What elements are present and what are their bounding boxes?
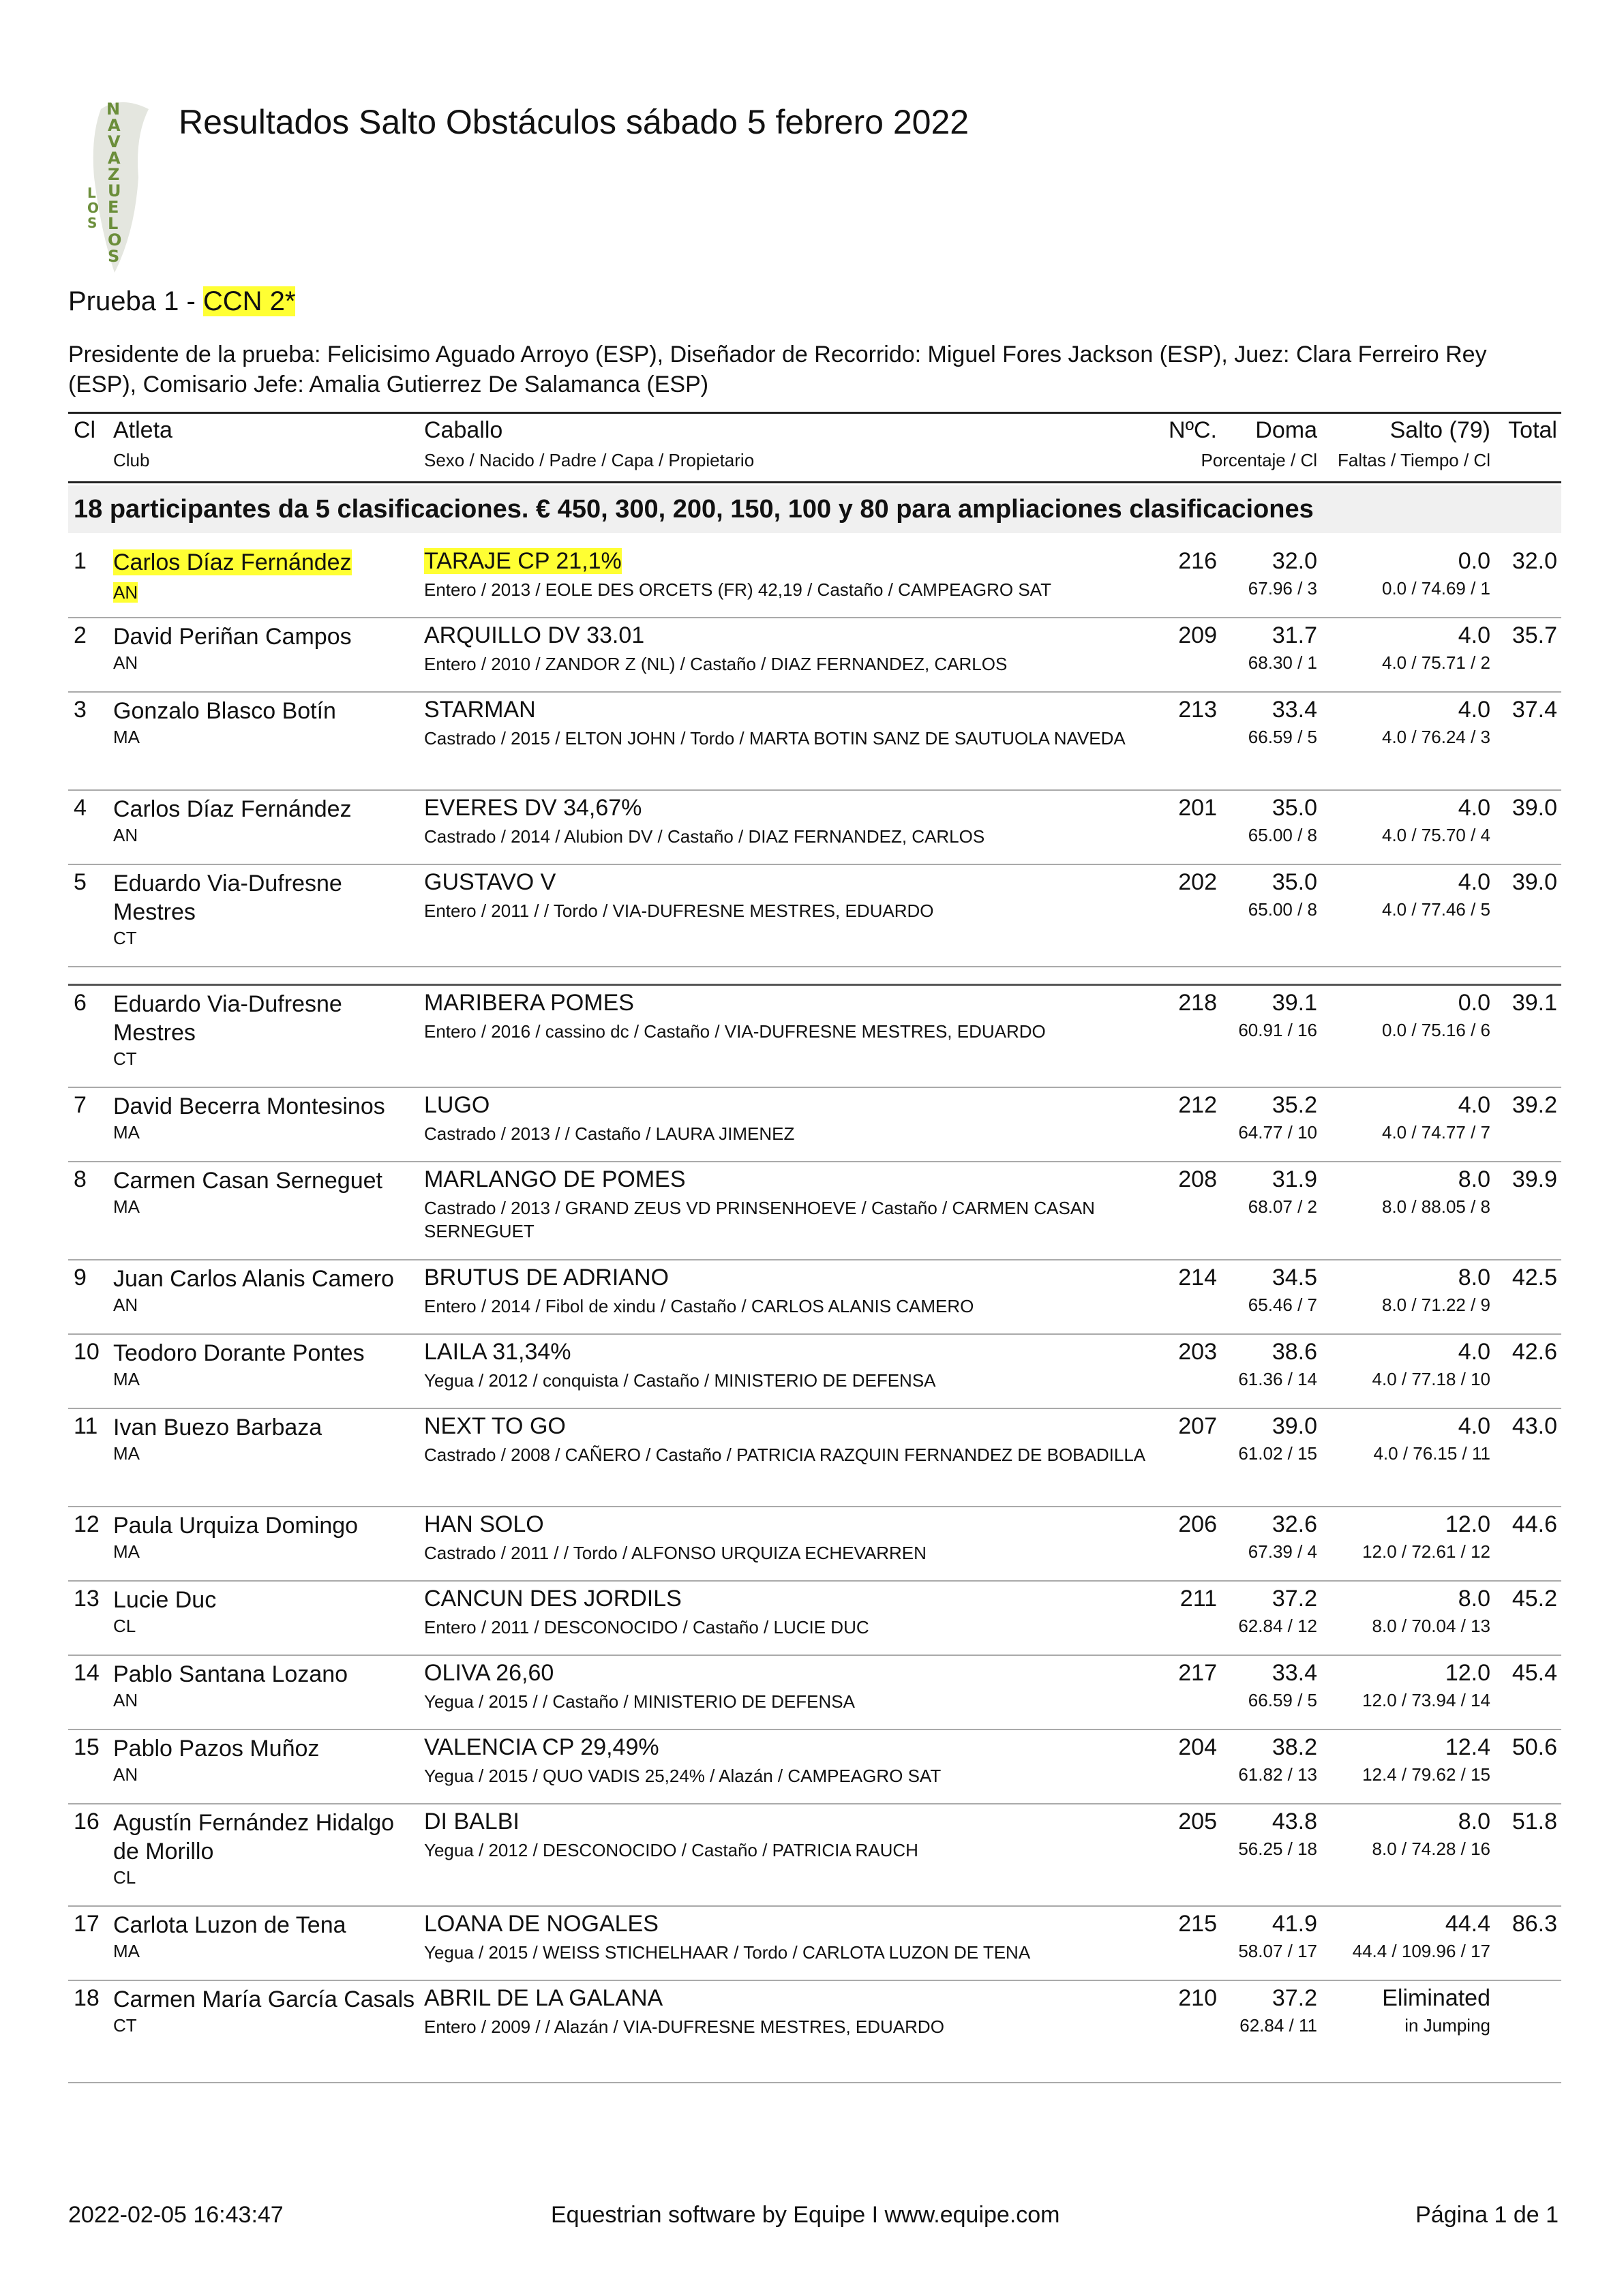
row-doma-score: 34.5 xyxy=(1272,1265,1317,1290)
row-horse: DI BALBI xyxy=(424,1809,520,1834)
col-club: Club xyxy=(113,450,150,470)
row-horse: LUGO xyxy=(424,1092,490,1118)
svg-text:S: S xyxy=(108,247,120,266)
row-horse-cell xyxy=(424,1511,1188,1538)
row-club: AN xyxy=(113,582,138,603)
row-club: CT xyxy=(113,2015,137,2036)
row-salto-detail: 4.0 / 76.24 / 3 xyxy=(1381,727,1490,747)
row-athlete-cell xyxy=(113,1911,420,1963)
row-horse: NEXT TO GO xyxy=(424,1413,566,1439)
row-doma-score: 38.6 xyxy=(1272,1339,1317,1365)
row-competitor-number: 211 xyxy=(1179,1586,1217,1612)
row-total: 35.7 xyxy=(1512,622,1557,648)
row-athlete: Gonzalo Blasco Botín xyxy=(113,698,336,724)
row-competitor-number: 209 xyxy=(1178,622,1217,648)
row-doma-detail: 58.07 / 17 xyxy=(1238,1941,1317,1961)
row-club: MA xyxy=(113,727,140,747)
row-horse-details: Entero / 2013 / EOLE DES ORCETS (FR) 42,19 / Castaño / CAMPEAGRO SAT xyxy=(424,579,1051,600)
table-header xyxy=(68,417,1561,479)
row-horse: CANCUN DES JORDILS xyxy=(424,1586,682,1612)
row-rank: 14 xyxy=(74,1660,100,1686)
row-horse-cell xyxy=(424,1339,1188,1365)
row-salto-score: 4.0 xyxy=(1458,1413,1490,1439)
row-rank: 17 xyxy=(74,1911,100,1937)
row-athlete: Eduardo Via-Dufresne Mestres xyxy=(113,871,342,925)
row-athlete: Carmen Casan Serneguet xyxy=(113,1168,383,1194)
row-total: 42.5 xyxy=(1512,1265,1557,1290)
row-competitor-number: 215 xyxy=(1178,1911,1217,1937)
row-athlete: Paula Urquiza Domingo xyxy=(113,1513,359,1539)
row-salto-score: 4.0 xyxy=(1458,1092,1490,1118)
row-salto-score: 4.0 xyxy=(1458,697,1490,723)
row-doma-detail: 68.07 / 2 xyxy=(1248,1196,1317,1217)
row-salto-score: 8.0 xyxy=(1458,1166,1490,1192)
row-horse-details: Yegua / 2015 / WEISS STICHELHAAR / Tordo / CARLOTA LUZON DE TENA xyxy=(424,1942,1031,1963)
row-total: 42.6 xyxy=(1512,1339,1557,1365)
row-club: AN xyxy=(113,1764,138,1785)
results-table xyxy=(68,544,1561,2083)
row-athlete: David Periñan Campos xyxy=(113,624,352,650)
row-rank: 11 xyxy=(74,1413,98,1439)
row-salto-score: 0.0 xyxy=(1458,548,1490,574)
row-horse: TARAJE CP 21,1% xyxy=(424,548,622,574)
svg-text:A: A xyxy=(108,116,121,135)
row-total: 50.6 xyxy=(1512,1734,1557,1760)
row-total: 45.2 xyxy=(1512,1586,1557,1612)
row-competitor-number: 212 xyxy=(1178,1092,1217,1118)
row-club: MA xyxy=(113,1941,140,1961)
row-competitor-number: 204 xyxy=(1178,1734,1217,1760)
row-horse-details: Yegua / 2012 / DESCONOCIDO / Castaño / PATRICIA RAUCH xyxy=(424,1840,918,1860)
row-horse-cell xyxy=(424,1166,1188,1193)
row-competitor-number: 208 xyxy=(1178,1166,1217,1192)
table-row xyxy=(68,1335,1561,1409)
row-horse-details: Castrado / 2013 / / Castaño / LAURA JIMENEZ xyxy=(424,1123,795,1144)
row-athlete-cell xyxy=(113,622,420,674)
svg-text:L: L xyxy=(108,214,119,233)
row-salto-detail: 0.0 / 75.16 / 6 xyxy=(1381,1020,1490,1040)
table-row xyxy=(68,1507,1561,1582)
row-salto-score: 12.0 xyxy=(1445,1660,1490,1686)
row-competitor-number: 205 xyxy=(1178,1809,1217,1834)
row-doma-score: 39.0 xyxy=(1272,1413,1317,1439)
row-doma-score: 31.9 xyxy=(1272,1166,1317,1192)
row-total: 45.4 xyxy=(1512,1660,1557,1686)
row-salto-detail: 12.0 / 73.94 / 14 xyxy=(1362,1690,1490,1710)
row-rank: 12 xyxy=(74,1511,100,1537)
row-competitor-number: 216 xyxy=(1178,548,1217,574)
row-athlete-cell xyxy=(113,1985,420,2037)
row-salto-detail: 44.4 / 109.96 / 17 xyxy=(1352,1941,1490,1961)
table-row xyxy=(68,1582,1561,1656)
row-athlete-cell xyxy=(113,869,420,950)
row-salto-score: Eliminated xyxy=(1382,1985,1490,2011)
row-salto-detail: 4.0 / 77.18 / 10 xyxy=(1372,1369,1490,1389)
col-salto: Salto (79) xyxy=(1389,417,1490,443)
row-club: CL xyxy=(113,1867,136,1888)
row-doma-score: 33.4 xyxy=(1272,697,1317,723)
row-horse-cell xyxy=(424,990,1188,1016)
row-horse-cell xyxy=(424,1092,1188,1119)
row-club: AN xyxy=(113,1690,138,1710)
row-salto-score: 8.0 xyxy=(1458,1265,1490,1290)
row-salto-score: 44.4 xyxy=(1445,1911,1490,1937)
row-athlete-cell xyxy=(113,1092,420,1144)
row-athlete: Ivan Buezo Barbaza xyxy=(113,1415,322,1440)
header-bottom-rule xyxy=(68,481,1561,483)
row-horse-details: Castrado / 2013 / GRAND ZEUS VD PRINSENHOEVE / Castaño / CARMEN CASAN SERNEGUET xyxy=(424,1198,1095,1241)
row-horse: BRUTUS DE ADRIANO xyxy=(424,1265,669,1290)
row-salto-detail: 4.0 / 75.71 / 2 xyxy=(1381,652,1490,673)
row-horse-cell xyxy=(424,1413,1188,1440)
table-row xyxy=(68,1804,1561,1907)
footer-software: Equestrian software by Equipe I www.equipe.com xyxy=(551,2202,1060,2228)
row-doma-score: 39.1 xyxy=(1272,990,1317,1016)
col-doma: Doma xyxy=(1255,417,1317,443)
row-doma-score: 33.4 xyxy=(1272,1660,1317,1686)
row-doma-detail: 64.77 / 10 xyxy=(1238,1122,1317,1143)
row-doma-detail: 65.00 / 8 xyxy=(1248,825,1317,845)
row-salto-score: 8.0 xyxy=(1458,1586,1490,1612)
row-salto-detail: 4.0 / 74.77 / 7 xyxy=(1381,1122,1490,1143)
table-row xyxy=(68,1088,1561,1162)
row-doma-detail: 67.96 / 3 xyxy=(1248,578,1317,599)
row-rank: 16 xyxy=(74,1809,100,1834)
row-total: 32.0 xyxy=(1512,548,1557,574)
row-total: 44.6 xyxy=(1512,1511,1557,1537)
row-doma-detail: 67.39 / 4 xyxy=(1248,1541,1317,1562)
table-row xyxy=(68,693,1561,791)
row-salto-detail: 8.0 / 74.28 / 16 xyxy=(1372,1839,1490,1859)
row-doma-detail: 56.25 / 18 xyxy=(1238,1839,1317,1859)
participants-banner: 18 participantes da 5 clasificaciones. € 450, 300, 200, 150, 100 y 80 para ampliaciones clasificaciones xyxy=(68,485,1561,533)
row-horse-details: Yegua / 2015 / / Castaño / MINISTERIO DE DEFENSA xyxy=(424,1691,855,1712)
row-athlete: Juan Carlos Alanis Camero xyxy=(113,1266,394,1292)
row-competitor-number: 217 xyxy=(1178,1660,1217,1686)
row-doma-score: 35.0 xyxy=(1272,869,1317,895)
row-competitor-number: 214 xyxy=(1178,1265,1217,1290)
row-horse-details: Entero / 2010 / ZANDOR Z (NL) / Castaño / DIAZ FERNANDEZ, CARLOS xyxy=(424,654,1008,674)
row-salto-detail: 8.0 / 71.22 / 9 xyxy=(1381,1295,1490,1315)
row-competitor-number: 202 xyxy=(1178,869,1217,895)
row-salto-detail: in Jumping xyxy=(1404,2015,1490,2036)
row-athlete-cell xyxy=(113,1265,420,1316)
row-doma-detail: 61.02 / 15 xyxy=(1238,1443,1317,1464)
row-competitor-number: 201 xyxy=(1178,795,1217,821)
row-competitor-number: 210 xyxy=(1178,1985,1217,2011)
table-row xyxy=(68,1162,1561,1260)
row-horse: EVERES DV 34,67% xyxy=(424,795,642,821)
row-horse-details: Yegua / 2012 / conquista / Castaño / MINISTERIO DE DEFENSA xyxy=(424,1370,936,1391)
row-club: CL xyxy=(113,1616,136,1636)
row-athlete-cell xyxy=(113,990,420,1070)
row-horse-cell xyxy=(424,795,1188,821)
row-horse-details: Castrado / 2008 / CAÑERO / Castaño / PATRICIA RAZQUIN FERNANDEZ DE BOBADILLA xyxy=(424,1445,1146,1465)
row-total: 39.1 xyxy=(1512,990,1557,1016)
row-rank: 18 xyxy=(74,1985,100,2011)
row-salto-detail: 8.0 / 70.04 / 13 xyxy=(1372,1616,1490,1636)
row-club: MA xyxy=(113,1369,140,1389)
row-athlete-cell xyxy=(113,1660,420,1712)
row-salto-score: 12.4 xyxy=(1445,1734,1490,1760)
col-horse: Caballo xyxy=(424,417,503,443)
row-horse: LOANA DE NOGALES xyxy=(424,1911,659,1937)
table-row xyxy=(68,791,1561,865)
row-total: 43.0 xyxy=(1512,1413,1557,1439)
row-competitor-number: 213 xyxy=(1178,697,1217,723)
row-horse-details: Castrado / 2014 / Alubion DV / Castaño / DIAZ FERNANDEZ, CARLOS xyxy=(424,826,985,847)
row-horse-cell xyxy=(424,1809,1188,1835)
table-row xyxy=(68,1730,1561,1804)
row-salto-detail: 8.0 / 88.05 / 8 xyxy=(1381,1196,1490,1217)
row-doma-detail: 65.46 / 7 xyxy=(1248,1295,1317,1315)
row-horse-cell xyxy=(424,1985,1188,2012)
svg-text:Z: Z xyxy=(108,165,120,184)
row-salto-detail: 4.0 / 77.46 / 5 xyxy=(1381,899,1490,920)
row-athlete: David Becerra Montesinos xyxy=(113,1093,385,1119)
row-salto-score: 0.0 xyxy=(1458,990,1490,1016)
row-horse: LAILA 31,34% xyxy=(424,1339,571,1365)
row-total: 37.4 xyxy=(1512,697,1557,723)
col-total: Total xyxy=(1508,417,1557,443)
svg-text:S: S xyxy=(87,215,97,231)
row-athlete-cell xyxy=(113,795,420,847)
row-athlete-cell xyxy=(113,1511,420,1563)
row-competitor-number: 218 xyxy=(1178,990,1217,1016)
page-title: Resultados Salto Obstáculos sábado 5 febrero 2022 xyxy=(179,103,969,141)
row-rank: 8 xyxy=(74,1166,87,1192)
row-horse: HAN SOLO xyxy=(424,1511,544,1537)
table-row xyxy=(68,544,1561,618)
row-doma-detail: 68.30 / 1 xyxy=(1248,652,1317,673)
row-club: AN xyxy=(113,1295,138,1315)
row-doma-detail: 66.59 / 5 xyxy=(1248,1690,1317,1710)
row-salto-score: 4.0 xyxy=(1458,869,1490,895)
row-athlete: Pablo Santana Lozano xyxy=(113,1661,348,1687)
row-horse-cell xyxy=(424,622,1188,649)
row-athlete: Pablo Pazos Muñoz xyxy=(113,1736,320,1762)
row-club: CT xyxy=(113,928,137,948)
col-salto-sub: Faltas / Tiempo / Cl xyxy=(1338,450,1490,470)
row-athlete: Teodoro Dorante Pontes xyxy=(113,1340,365,1366)
row-horse-cell xyxy=(424,1660,1188,1687)
svg-text:V: V xyxy=(108,132,121,151)
row-doma-detail: 60.91 / 16 xyxy=(1238,1020,1317,1040)
row-competitor-number: 207 xyxy=(1178,1413,1217,1439)
row-horse: ARQUILLO DV 33.01 xyxy=(424,622,645,648)
row-doma-detail: 62.84 / 11 xyxy=(1239,2015,1317,2036)
table-row xyxy=(68,618,1561,693)
row-total: 86.3 xyxy=(1512,1911,1557,1937)
row-total: 39.9 xyxy=(1512,1166,1557,1192)
row-doma-score: 41.9 xyxy=(1272,1911,1317,1937)
row-horse-details: Entero / 2011 / / Tordo / VIA-DUFRESNE MESTRES, EDUARDO xyxy=(424,901,934,921)
footer-timestamp: 2022-02-05 16:43:47 xyxy=(68,2202,284,2228)
prueba-prefix: Prueba 1 - xyxy=(68,286,203,316)
col-cl: Cl xyxy=(74,417,96,443)
row-salto-detail: 12.0 / 72.61 / 12 xyxy=(1362,1541,1490,1562)
row-horse: OLIVA 26,60 xyxy=(424,1660,554,1686)
row-club: MA xyxy=(113,1196,140,1217)
svg-text:A: A xyxy=(108,149,121,168)
row-club: MA xyxy=(113,1541,140,1562)
row-salto-score: 8.0 xyxy=(1458,1809,1490,1834)
header-top-rule xyxy=(68,412,1561,414)
col-doma-sub: Porcentaje / Cl xyxy=(1201,450,1317,470)
svg-text:O: O xyxy=(87,200,100,216)
row-horse: VALENCIA CP 29,49% xyxy=(424,1734,659,1760)
table-row xyxy=(68,984,1561,1088)
table-row xyxy=(68,1907,1561,1981)
svg-text:O: O xyxy=(108,230,122,250)
row-athlete-cell xyxy=(113,548,420,605)
row-salto-score: 12.0 xyxy=(1445,1511,1490,1537)
row-rank: 7 xyxy=(74,1092,87,1118)
row-club: MA xyxy=(113,1443,140,1464)
row-horse-cell xyxy=(424,1586,1188,1612)
row-horse-details: Entero / 2016 / cassino dc / Castaño / VIA-DUFRESNE MESTRES, EDUARDO xyxy=(424,1021,1046,1042)
row-doma-score: 37.2 xyxy=(1272,1985,1317,2011)
row-athlete: Agustín Fernández Hidalgo de Morillo xyxy=(113,1810,395,1864)
row-club: AN xyxy=(113,825,138,845)
table-row xyxy=(68,1260,1561,1335)
row-salto-score: 4.0 xyxy=(1458,1339,1490,1365)
row-horse-cell xyxy=(424,548,1188,575)
row-athlete-cell xyxy=(113,1413,420,1465)
row-rank: 2 xyxy=(74,622,87,648)
row-horse-details: Entero / 2011 / DESCONOCIDO / Castaño / LUCIE DUC xyxy=(424,1617,869,1637)
row-salto-score: 4.0 xyxy=(1458,795,1490,821)
row-salto-detail: 4.0 / 75.70 / 4 xyxy=(1381,825,1490,845)
table-row xyxy=(68,1981,1561,2083)
row-athlete-cell xyxy=(113,1809,420,1889)
row-horse-details: Castrado / 2015 / ELTON JOHN / Tordo / MARTA BOTIN SANZ DE SAUTUOLA NAVEDA xyxy=(424,728,1126,749)
col-horse-sub: Sexo / Nacido / Padre / Capa / Propietario xyxy=(424,450,755,470)
row-rank: 1 xyxy=(74,548,87,574)
footer-page: Página 1 de 1 xyxy=(1415,2202,1559,2228)
officials-text: Presidente de la prueba: Felicisimo Aguado Arroyo (ESP), Diseñador de Recorrido: Miguel Fores Jackson (ESP), Juez: Clara Ferreiro Rey (ESP), Comisario Jefe: Amalia Gutierrez De Salamanca (ESP) xyxy=(68,342,1487,397)
row-rank: 9 xyxy=(74,1265,87,1290)
row-doma-score: 38.2 xyxy=(1272,1734,1317,1760)
row-doma-score: 31.7 xyxy=(1272,622,1317,648)
col-athlete: Atleta xyxy=(113,417,172,443)
row-horse-cell xyxy=(424,1734,1188,1761)
prueba-heading xyxy=(68,286,295,317)
row-horse-details: Yegua / 2015 / QUO VADIS 25,24% / Alazán / CAMPEAGRO SAT xyxy=(424,1766,942,1786)
row-total: 39.0 xyxy=(1512,869,1557,895)
row-rank: 15 xyxy=(74,1734,100,1760)
row-athlete-cell xyxy=(113,1734,420,1786)
row-salto-detail: 4.0 / 76.15 / 11 xyxy=(1373,1443,1490,1464)
row-total: 51.8 xyxy=(1512,1809,1557,1834)
row-doma-detail: 62.84 / 12 xyxy=(1238,1616,1317,1636)
row-rank: 6 xyxy=(74,990,87,1016)
row-rank: 10 xyxy=(74,1339,100,1365)
horse-head-logo-icon xyxy=(74,95,169,280)
row-horse: ABRIL DE LA GALANA xyxy=(424,1985,663,2011)
row-competitor-number: 206 xyxy=(1178,1511,1217,1537)
row-horse-cell xyxy=(424,869,1188,896)
row-horse-details: Entero / 2014 / Fibol de xindu / Castaño / CARLOS ALANIS CAMERO xyxy=(424,1296,974,1316)
row-rank: 13 xyxy=(74,1586,100,1612)
row-doma-score: 43.8 xyxy=(1272,1809,1317,1834)
row-total: 39.2 xyxy=(1512,1092,1557,1118)
row-horse-details: Entero / 2009 / / Alazán / VIA-DUFRESNE MESTRES, EDUARDO xyxy=(424,2016,944,2037)
row-horse-cell xyxy=(424,697,1188,723)
table-row xyxy=(68,865,1561,967)
row-doma-detail: 65.00 / 8 xyxy=(1248,899,1317,920)
row-athlete: Eduardo Via-Dufresne Mestres xyxy=(113,991,342,1046)
row-club: MA xyxy=(113,1122,140,1143)
row-doma-detail: 61.36 / 14 xyxy=(1238,1369,1317,1389)
svg-text:E: E xyxy=(108,198,119,217)
row-competitor-number: 203 xyxy=(1178,1339,1217,1365)
row-rank: 5 xyxy=(74,869,87,895)
row-athlete-cell xyxy=(113,1339,420,1391)
row-doma-score: 37.2 xyxy=(1272,1586,1317,1612)
row-athlete: Carlos Díaz Fernández xyxy=(113,549,352,575)
row-salto-detail: 0.0 / 74.69 / 1 xyxy=(1381,578,1490,599)
row-doma-score: 35.0 xyxy=(1272,795,1317,821)
row-doma-score: 35.2 xyxy=(1272,1092,1317,1118)
svg-text:U: U xyxy=(108,181,121,200)
row-doma-score: 32.6 xyxy=(1272,1511,1317,1537)
row-athlete-cell xyxy=(113,1586,420,1637)
svg-text:N: N xyxy=(106,100,121,119)
row-salto-detail: 12.4 / 79.62 / 15 xyxy=(1362,1764,1490,1785)
row-rank: 3 xyxy=(74,697,87,723)
prueba-category: CCN 2* xyxy=(202,286,296,316)
row-horse: MARLANGO DE POMES xyxy=(424,1166,686,1192)
row-horse-details: Castrado / 2011 / / Tordo / ALFONSO URQUIZA ECHEVARREN xyxy=(424,1543,927,1563)
row-rank: 4 xyxy=(74,795,87,821)
row-athlete: Carlota Luzon de Tena xyxy=(113,1912,346,1938)
row-athlete: Carlos Díaz Fernández xyxy=(113,796,352,822)
row-athlete: Lucie Duc xyxy=(113,1587,217,1613)
col-no: NºC. xyxy=(1169,417,1217,443)
svg-text:L: L xyxy=(87,185,96,201)
row-athlete: Carmen María García Casals xyxy=(113,1987,415,2012)
row-horse: STARMAN xyxy=(424,697,536,723)
table-row xyxy=(68,1656,1561,1730)
row-doma-detail: 61.82 / 13 xyxy=(1238,1764,1317,1785)
row-club: AN xyxy=(113,652,138,673)
table-row xyxy=(68,1409,1561,1507)
row-horse: GUSTAVO V xyxy=(424,869,556,895)
row-horse: MARIBERA POMES xyxy=(424,990,634,1016)
row-club: CT xyxy=(113,1048,137,1069)
row-horse-cell xyxy=(424,1911,1188,1937)
navazuelos-logo xyxy=(74,95,169,280)
row-total: 39.0 xyxy=(1512,795,1557,821)
row-doma-score: 32.0 xyxy=(1272,548,1317,574)
row-athlete-cell xyxy=(113,1166,420,1218)
row-salto-score: 4.0 xyxy=(1458,622,1490,648)
row-doma-detail: 66.59 / 5 xyxy=(1248,727,1317,747)
row-athlete-cell xyxy=(113,697,420,749)
row-horse-cell xyxy=(424,1265,1188,1291)
